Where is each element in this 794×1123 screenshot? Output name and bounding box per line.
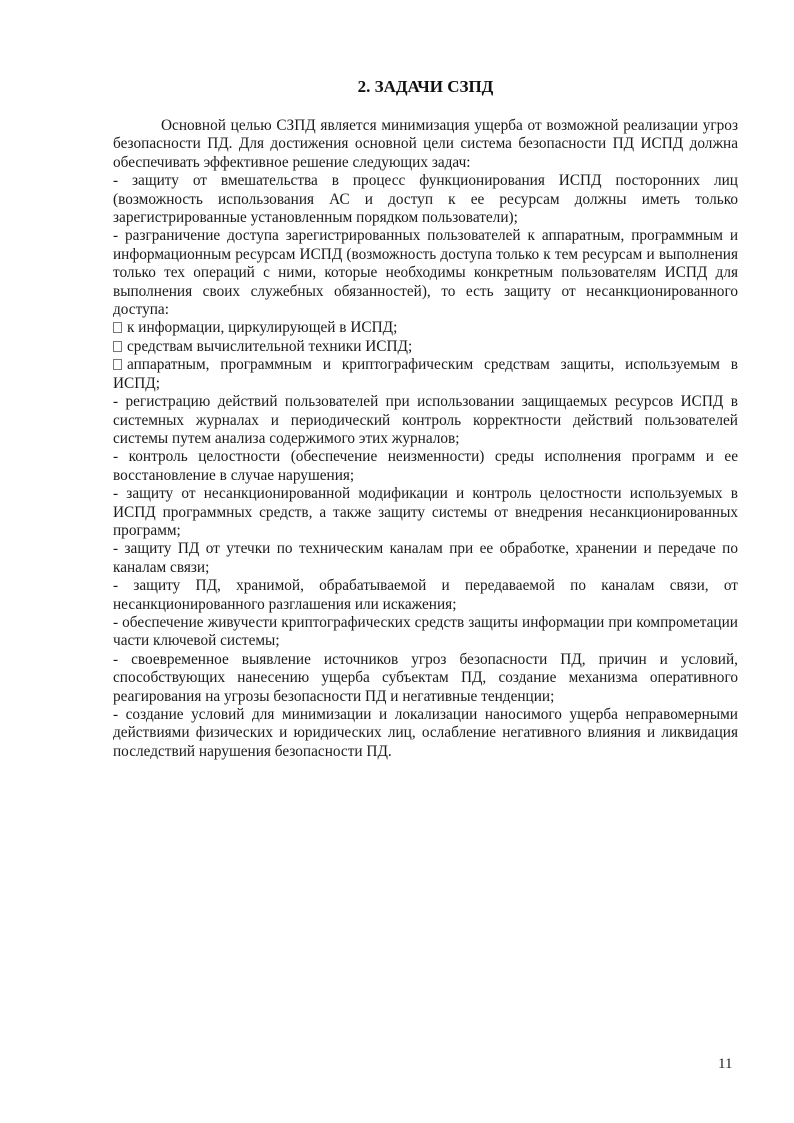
intro-paragraph: Основной целью СЗПД является минимизация ущерба от возможной реализации угроз безопасности ПД. Для достижения основной цели система безопасности ПД ИСПД должна обеспечивать эффективное решение следующих задач:: [113, 117, 738, 171]
page-number: 11: [718, 1056, 733, 1072]
list-item: - своевременное выявление источников угроз безопасности ПД, причин и условий, способствующих нанесению ущерба субъектам ПД, создание механизма оперативного реагирования на угрозы безопасности ПД и негативные тенденции;: [113, 650, 738, 705]
sub-list-item-text: к информации, циркулирующей в ИСПД;: [127, 319, 398, 337]
list-item: - защиту от вмешательства в процесс функционирования ИСПД посторонних лиц (возможность использования АС и доступ к ее ресурсам должны иметь только зарегистрированные установленным порядком пользователи);: [113, 172, 738, 227]
list-item: - защиту ПД от утечки по техническим каналам при ее обработке, хранении и передаче по каналам связи;: [113, 540, 738, 576]
list-item: - обеспечение живучести криптографических средств защиты информации при компрометации части ключевой системы;: [113, 613, 738, 650]
list-item: - разграничение доступа зарегистрированных пользователей к аппаратным, программным и информационным ресурсам ИСПД (возможность доступа только к тем ресурсам и выполнения только тех операций с ними, которые необходимы конкретным пользователям ИСПД для выполнения своих служебных обязанностей), то есть защиту от несанкционированного доступа:: [113, 227, 738, 319]
sub-list-item: [113, 356, 738, 393]
list-item: - создание условий для минимизации и локализации наносимого ущерба неправомерными действиями физических и юридических лиц, ослабление негативного влияния и ликвидация последствий нарушения безопасности ПД.: [113, 706, 738, 760]
list-item: - регистрацию действий пользователей при использовании защищаемых ресурсов ИСПД в системных журналах и периодический контроль корректности действий пользователей системы путем анализа содержимого этих журналов;: [113, 393, 738, 447]
checkbox-bullet-icon: [113, 341, 122, 352]
section-title: 2. ЗАДАЧИ СЗПД: [357, 77, 494, 96]
sub-list-item-text: аппаратным, программным и криптографическим средствам защиты, используемым в ИСПД;: [113, 356, 738, 392]
checkbox-bullet-icon: [113, 359, 122, 370]
sub-list-item: [113, 319, 738, 337]
sub-list-item: [113, 338, 738, 356]
list-item: - контроль целостности (обеспечение неизменности) среды исполнения программ и ее восстановление в случае нарушения;: [113, 448, 738, 484]
list-item: - защиту от несанкционированной модификации и контроль целостности используемых в ИСПД программных средств, а также защиту системы от внедрения несанкционированных программ;: [113, 485, 738, 539]
document-body: [113, 117, 738, 761]
checkbox-bullet-icon: [113, 322, 122, 333]
list-item: - защиту ПД, хранимой, обрабатываемой и передаваемой по каналам связи, от несанкционированного разглашения или искажения;: [113, 577, 738, 613]
sub-list-item-text: средствам вычислительной техники ИСПД;: [127, 337, 413, 355]
